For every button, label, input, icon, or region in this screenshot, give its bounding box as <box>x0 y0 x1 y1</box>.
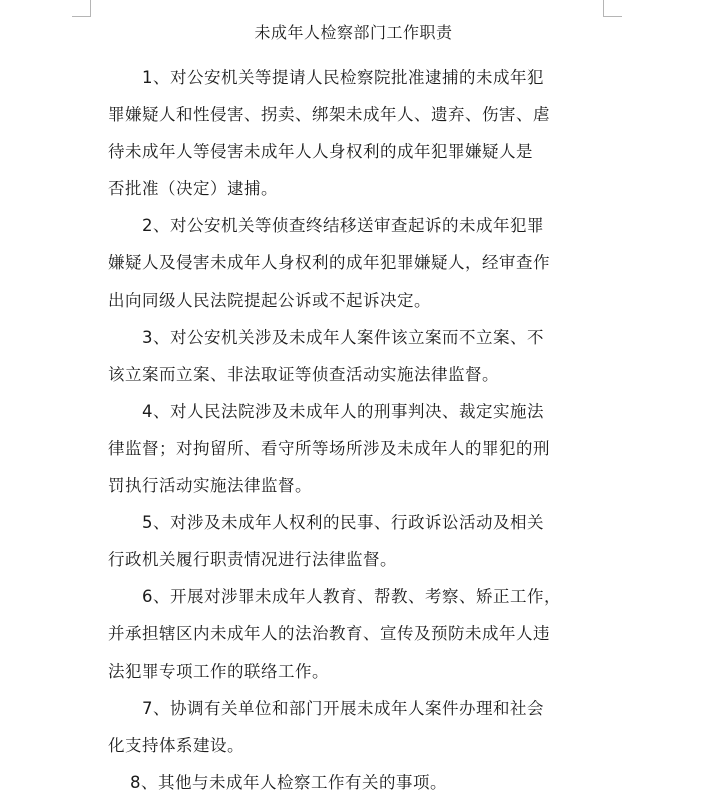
paragraph-7-line-1: 7、协调有关单位和部门开展未成年人案件办理和社会 <box>142 698 544 718</box>
paragraph-2-line-1: 2、对公安机关等侦查终结移送审查起诉的未成年犯罪 <box>142 216 544 236</box>
paragraph-6-line-3: 法犯罪专项工作的联络工作。 <box>108 661 329 681</box>
margin-corner-mark-right <box>603 0 622 17</box>
document-body <box>108 59 608 800</box>
paragraph-1-line-3: 待未成年人等侵害未成年人人身权利的成年犯罪嫌疑人是 <box>108 142 533 162</box>
paragraph-2-line-3: 出向同级人民法院提起公诉或不起诉决定。 <box>108 290 431 310</box>
paragraph-8-line-1: 8、其他与未成年人检察工作有关的事项。 <box>130 772 447 792</box>
paragraph-1-line-1: 1、对公安机关等提请人民检察院批准逮捕的未成年犯 <box>142 68 544 87</box>
margin-corner-mark-left <box>72 0 91 17</box>
paragraph-7-line-2: 化支持体系建设。 <box>108 735 244 755</box>
paragraph-5-line-2: 行政机关履行职责情况进行法律监督。 <box>108 550 397 570</box>
paragraph-1-line-2: 罪嫌疑人和性侵害、拐卖、绑架未成年人、遗弃、伤害、虐 <box>108 105 550 125</box>
paragraph-3-line-2: 该立案而立案、非法取证等侦查活动实施法律监督。 <box>108 364 499 384</box>
paragraph-4-line-2: 律监督；对拘留所、看守所等场所涉及未成年人的罪犯的刑 <box>108 438 550 458</box>
paragraph-6-line-1: 6、开展对涉罪未成年人教育、帮教、考察、矫正工作， <box>142 587 561 607</box>
paragraph-3-line-1: 3、对公安机关涉及未成年人案件该立案而不立案、不 <box>142 327 544 347</box>
paragraph-6-line-2: 并承担辖区内未成年人的法治教育、宣传及预防未成年人违 <box>108 624 550 644</box>
paragraph-2-line-2: 嫌疑人及侵害未成年人身权利的成年犯罪嫌疑人，经审查作 <box>108 253 550 273</box>
paragraph-5-line-1: 5、对涉及未成年人权利的民事、行政诉讼活动及相关 <box>142 513 544 533</box>
document-title: 未成年人检察部门工作职责 <box>254 23 453 42</box>
paragraph-1-line-4: 否批准（决定）逮捕。 <box>108 179 278 199</box>
paragraph-4-line-3: 罚执行活动实施法律监督。 <box>108 476 312 496</box>
paragraph-4-line-1: 4、对人民法院涉及未成年人的刑事判决、裁定实施法 <box>142 401 544 421</box>
